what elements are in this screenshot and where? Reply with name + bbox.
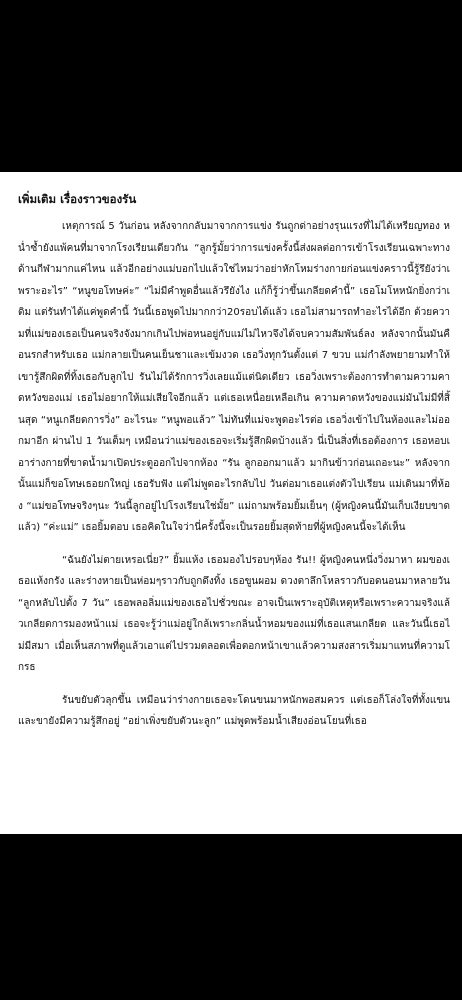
document-page — [0, 172, 462, 834]
document-heading: เพิ่มเติม เรื่องราวของรัน — [18, 192, 137, 206]
paragraph-2: “ฉันยังไม่ตายเหรอเนี่ย?” ยิ้มแห้ง เธอมองไปรอบๆห้อง รัน!! ผู้หญิงคนหนึ่งวิ่งมาหา ผมของเธอแห้งกรัง และร่างหายเป็นห่อมๆราวกับถูกดึงทิ้ง เธอขูนผอม ดวงตาลึกโหลราวกับอดนอนมาหลายวัน “ลูกหลับไปตั้ง 7 วัน” เธอพลอลิ่มแม่ของเธอไปชั่วขณะ อาจเป็นเพราะอุบัติเหตุหรือเพราะความจริงแล้วเกลียดการมองหน้าแม่ เธอจะรู้ว่าแม่อยู่ใกล้เพราะกลิ่นน้ำหอมของแม่ที่เธอแสนเกลียด และวันนี้เธอไม่มีสมา เมื่อเห็นสภาพที่ดูแล้วเอาแต่ไปรวมตลอดเพื่อตอกหน้าเขาแล้วความสงสารเริ่มมาแทนที่ความโกรธ — [18, 554, 450, 673]
paragraph-1: เหตุการณ์ 5 วันก่อน หลังจากกลับมาจากการแข่ง รันถูกด่าอย่างรุนแรงที่ไม่ได้เหรียญทอง หน่ำซ้ำยังแพ้คนที่มาจากโรงเรียนเดียวกัน “ลูกรู้มั้ยว่าการแข่งครั้งนี้ส่งผลต่อการเข้าโรงเรียนเฉพาะทางด้านกีฬามากแค่ไหน แล้วอีกอย่างแม่บอกไปแล้วใช่ไหมว่าอย่าหักโหมร่างกายก่อนแข่งคราวนี้รู้รึยังว่าเพราะอะไร” “หนูขอโทษค่ะ” “ไม่มีคำพูดอื่นแล้วรึยังไง แก้ก็รู้ว่าขึ้นเกลียดคำนี้” เธอโมโหหนักยิ่งกว่าเดิม แต่รันทำได้แค่พูดคำนี้ วันนี้เธอพูดไปมากกว่า20รอบได้แล้ว เธอไม่สามารถทำอะไรได้อีก ด้วยความที่แม่ของเธอเป็นคนจริงจังมากเกินไปพ่อหนอยู่กับแม่ไม่ไหวจึงได้จบความสัมพันธ์ลง หลังจากนั้นมันคือนรกสำหรับเธอ แม่กลายเป็นคนเย็นชาและเข้มงวด เธอวิ่งทุกวันตั้งแต่ 7 ขวบ แม่กำลังพยายามทำให้เขารู้สึกผิดที่ทิ้งเธอกับลูกไป รันไม่ได้รักการวิ่งเลยแม้แต่นิดเดียว เธอวิ่งเพราะต้องการทำตามความคาดหวังของแม่ เธอไม่อยากให้แม่เสียใจอีกแล้ว แต่เธอเหนื่อยเหลือเกิน ความคาดหวังของแม่มันไม่มีที่สิ้นสุด “หนูเกลียดการวิ่ง” อะไรนะ “หนูพอแล้ว” ไม่ทันที่แม่จะพูดอะไรต่อ เธอวิ่งเข้าไปในห้องและไม่ออกมาอีก ผ่านไป 1 วันเต็มๆ เหมือนว่าแม่ของเธอจะเริ่มรู้สึกผิดบ้างแล้ว นี่เป็นสิ่งที่เธอต้องการ เธอหอบเอาร่างกายที่ขาดน้ำมาเปิดประตูออกไปจากห้อง “รัน ลูกออกมาแล้ว มากินข้าวก่อนเถอะนะ” หลังจากนั้นแม่ก็ขอโทษเธอยกใหญ่ เธอรับฟัง แต่ไม่พูดอะไรกลับไป วันต่อมาเธอแต่งตัวไปเรียน แม่เดินมาที่ห้อง “แม่ขอโทษจริงๆนะ วันนี้ลูกอยู่ไปโรงเรียนใช่มั้ย” แม่ถามพร้อมยิ้มเย็นๆ (ผู้หญิงคนนี้มันเก็บเงียบขาดแล้ว) “ค่ะแม่” เธอยิ้มตอบ เธอคิดในใจว่านี่ครั้งนี้จะเป็นรอยยิ้มสุดท้ายที่ผู้หญิงคนนี้จะได้เห็น — [18, 221, 450, 533]
paragraph-3: รันขยับตัวลุกขึ้น เหมือนว่าร่างกายเธอจะโดนขนมาหนักพอสมควร แต่เธอก็โล่งใจที่ทั้งแขนและขายังมีความรู้สึกอยู่ “อย่าเพิ่งขยับตัวนะลูก” แม่พูดพร้อมน้ำเสียงอ่อนโยนที่เธอ — [18, 694, 450, 727]
